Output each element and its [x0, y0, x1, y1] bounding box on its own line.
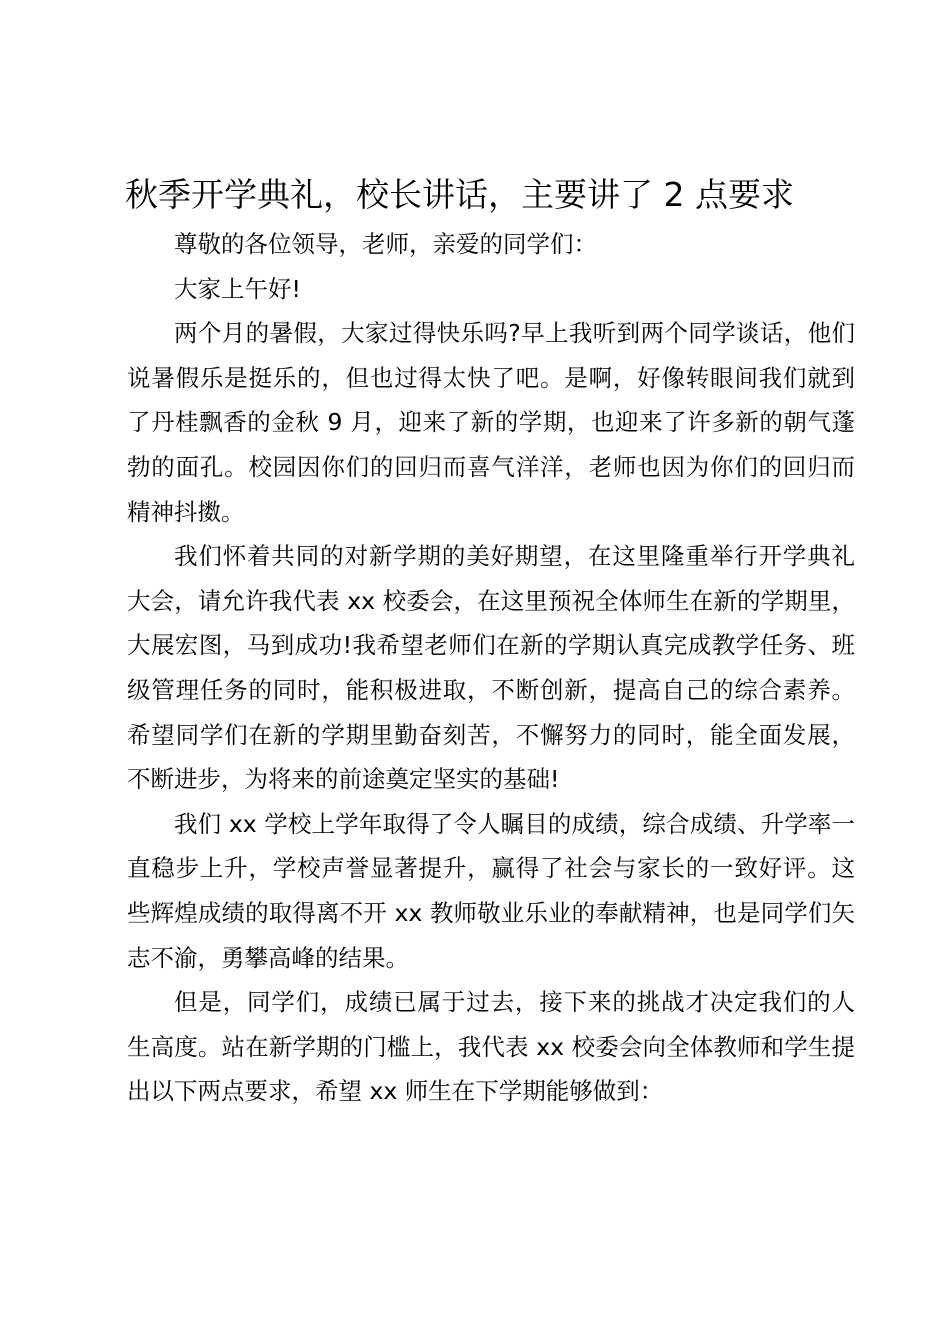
- body-paragraph: 两个月的暑假，大家过得快乐吗?早上我听到两个同学谈话，他们说暑假乐是挺乐的，但也过得太快了吧。是啊，好像转眼间我们就到了丹桂飘香的金秋 9 月，迎来了新的学期，也迎来了许多新的朝气蓬勃的面孔。校园因你们的回归而喜气洋洋，老师也因为你们的回归而精神抖擞。: [127, 319, 855, 526]
- body-paragraph: 我们 xx 学校上学年取得了令人瞩目的成绩，综合成绩、升学率一直稳步上升，学校声誉显著提升，赢得了社会与家长的一致好评。这些辉煌成绩的取得离不开 xx 教师敬业乐业的奉献精神，也是同学们矢志不渝，勇攀高峰的结果。: [127, 809, 855, 972]
- body-paragraph: 但是，同学们，成绩已属于过去，接下来的挑战才决定我们的人生高度。站在新学期的门槛上，我代表 xx 校委会向全体教师和学生提出以下两点要求，希望 xx 师生在下学期能够做到：: [127, 988, 855, 1106]
- salutation-paragraph: 尊敬的各位领导，老师，亲爱的同学们：: [174, 230, 597, 258]
- document-body: [127, 222, 855, 1114]
- greeting-paragraph: 大家上午好!: [174, 274, 301, 303]
- document-title: 秋季开学典礼，校长讲话，主要讲了 2 点要求: [125, 175, 794, 214]
- body-paragraph: 我们怀着共同的对新学期的美好期望，在这里隆重举行开学典礼大会，请允许我代表 xx 校委会，在这里预祝全体师生在新的学期里，大展宏图，马到成功!我希望老师们在新的学期认真完成教学任务、班级管理任务的同时，能积极进取，不断创新，提高自己的综合素养。希望同学们在新的学期里勤奋刻苦，不懈努力的同时，能全面发展，不断进步，为将来的前途奠定坚实的基础!: [127, 542, 855, 794]
